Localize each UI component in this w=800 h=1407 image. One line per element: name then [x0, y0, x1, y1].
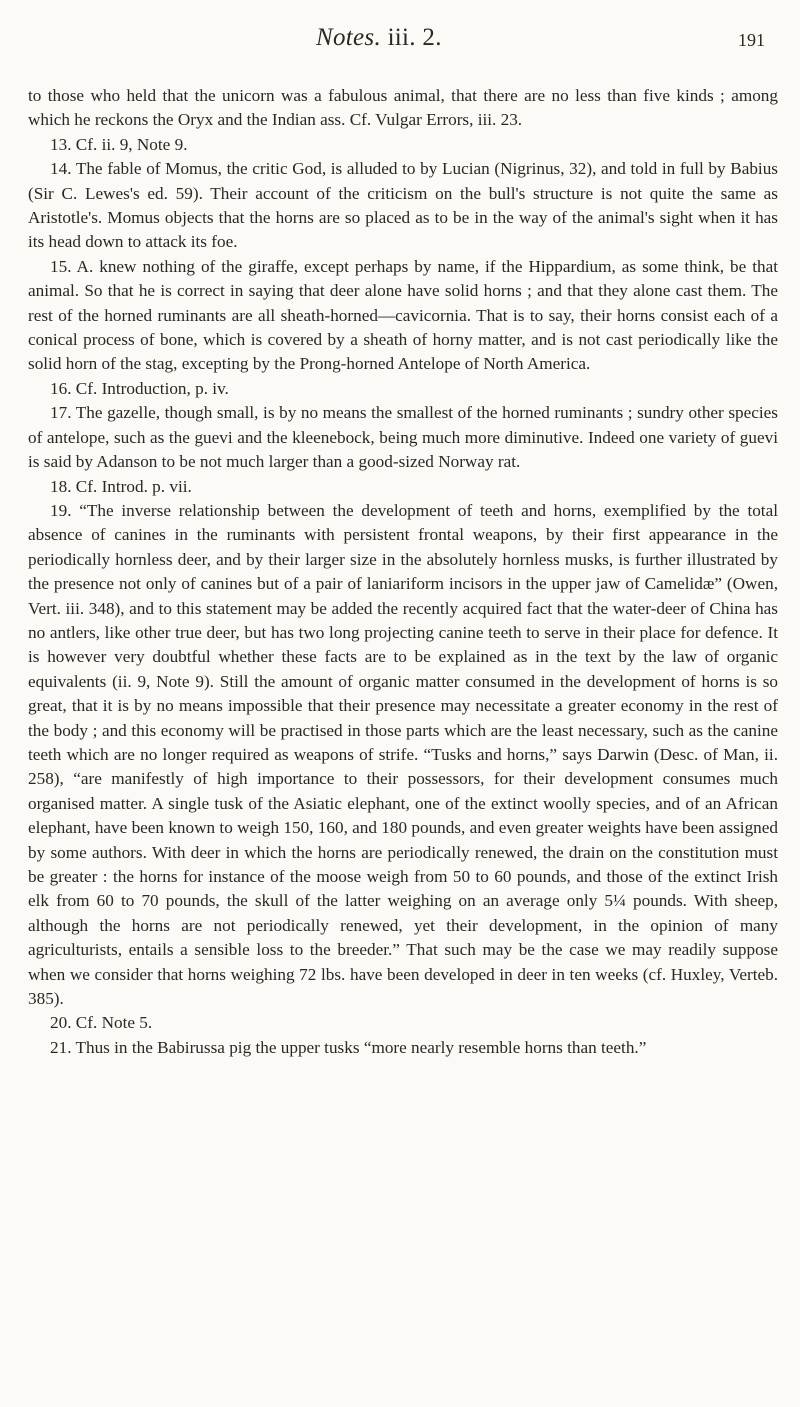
note-15-number: 15.	[50, 256, 72, 276]
note-16-number: 16.	[50, 378, 72, 398]
note-18-text: Cf. Introd. p. vii.	[75, 476, 192, 496]
note-19	[28, 499, 778, 1012]
note-17-text: The gazelle, though small, is by no means the smallest of the horned ruminants ; sundry other species of antelope, such as the guevi and the kleenebock, being much more diminutive. Indeed one variety of guevi is said by Adanson to be not much larger than a good-sized Norway rat.	[28, 403, 778, 472]
note-continuation-text: to those who held that the unicorn was a fabulous animal, that there are no less than five kinds ; among which he reckons the Oryx and the Indian ass. Cf. Vulgar Errors, iii. 23.	[28, 86, 778, 130]
note-16	[28, 377, 778, 401]
note-21	[28, 1036, 778, 1060]
note-13-text: Cf. ii. 9, Note 9.	[75, 134, 188, 154]
note-17	[28, 401, 778, 474]
note-15	[28, 255, 778, 377]
notes-body	[28, 84, 778, 1060]
note-14-text: The fable of Momus, the critic God, is alluded to by Lucian (Nigrinus, 32), and told in full by Babius (Sir C. Lewes's ed. 59). Their account of the criticism on the bull's structure is not quite the same as Aristotle's. Momus objects that the horns are so placed as to be in the way of the animal's sight when it has its head down to attack its foe.	[28, 159, 778, 252]
note-21-text: Thus in the Babirussa pig the upper tusks “more nearly resemble horns than teeth.”	[75, 1037, 647, 1057]
page-number: 191	[738, 30, 765, 50]
note-19-number: 19.	[50, 500, 72, 520]
note-19-text: “The inverse relationship between the development of teeth and horns, exemplified by the total absence of canines in the ruminants with persistent frontal weapons, by their first appearance in the periodically hornless deer, and by their larger size in the absolutely hornless musks, is further illustrated by the presence not only of canines but of a pair of laniariform incisors in the upper jaw of Camelidæ” (Owen, Vert. iii. 348), and to this statement may be added the recently acquired fact that the water-deer of China has no antlers, like other true deer, but has two long projecting canine teeth to serve in their place for defence. It is however very doubtful whether these facts are to be explained as in the text by the law of organic equivalents (ii. 9, Note 9). Still the amount of organic matter consumed in the development of horns is so great, that it is by no means impossible that their presence may necessitate a greater economy in the rest of the body ; and this economy will be practised in those parts which are the least necessary, such as the canine teeth which are no longer required as weapons of strife. “Tusks and horns,” says Darwin (Desc. of Man, ii. 258), “are manifestly of high importance to their possessors, for their development consumes much organised matter. A single tusk of the Asiatic elephant, one of the extinct woolly species, and of an African elephant, have been known to weigh 150, 160, and 180 pounds, and even greater weights have been assigned by some authors. With deer in which the horns are periodically renewed, the drain on the constitution must be greater : the horns for instance of the moose weigh from 50 to 60 pounds, and those of the extinct Irish elk from 60 to 70 pounds, the skull of the latter weighing on an average only 5¼ pounds. With sheep, although the horns are not periodically renewed, yet their development, in the opinion of many agriculturists, entails a sensible loss to the breeder.” That such may be the case we may readily suppose when we consider that horns weighing 72 lbs. have been developed in deer in ten weeks (cf. Huxley, Verteb. 385).	[28, 500, 778, 1009]
running-title-text: Notes.	[316, 24, 381, 51]
note-14-number: 14.	[50, 159, 72, 179]
note-14	[28, 157, 778, 255]
note-13-number: 13.	[50, 134, 72, 154]
running-title-section: iii. 2.	[387, 24, 442, 51]
note-20-number: 20.	[50, 1013, 72, 1033]
note-16-text: Cf. Introduction, p. iv.	[75, 378, 229, 398]
note-13	[28, 133, 778, 157]
running-title	[316, 24, 442, 52]
note-18-number: 18.	[50, 476, 72, 496]
running-head	[0, 20, 800, 64]
note-20-text: Cf. Note 5.	[75, 1013, 153, 1033]
note-18	[28, 475, 778, 499]
note-continuation	[28, 84, 778, 133]
note-17-number: 17.	[50, 403, 72, 423]
note-20	[28, 1011, 778, 1035]
note-15-text: A. knew nothing of the giraffe, except perhaps by name, if the Hippardium, as some think, be that animal. So that he is correct in saying that deer alone have solid horns ; and that they alone cast them. The rest of the horned ruminants are all sheath-horned—cavicornia. That is to say, their horns consist each of a conical process of bone, which is covered by a sheath of horny matter, and is not cast periodically like the solid horn of the stag, excepting by the Prong-horned Antelope of North America.	[28, 256, 778, 374]
note-21-number: 21.	[50, 1037, 72, 1057]
